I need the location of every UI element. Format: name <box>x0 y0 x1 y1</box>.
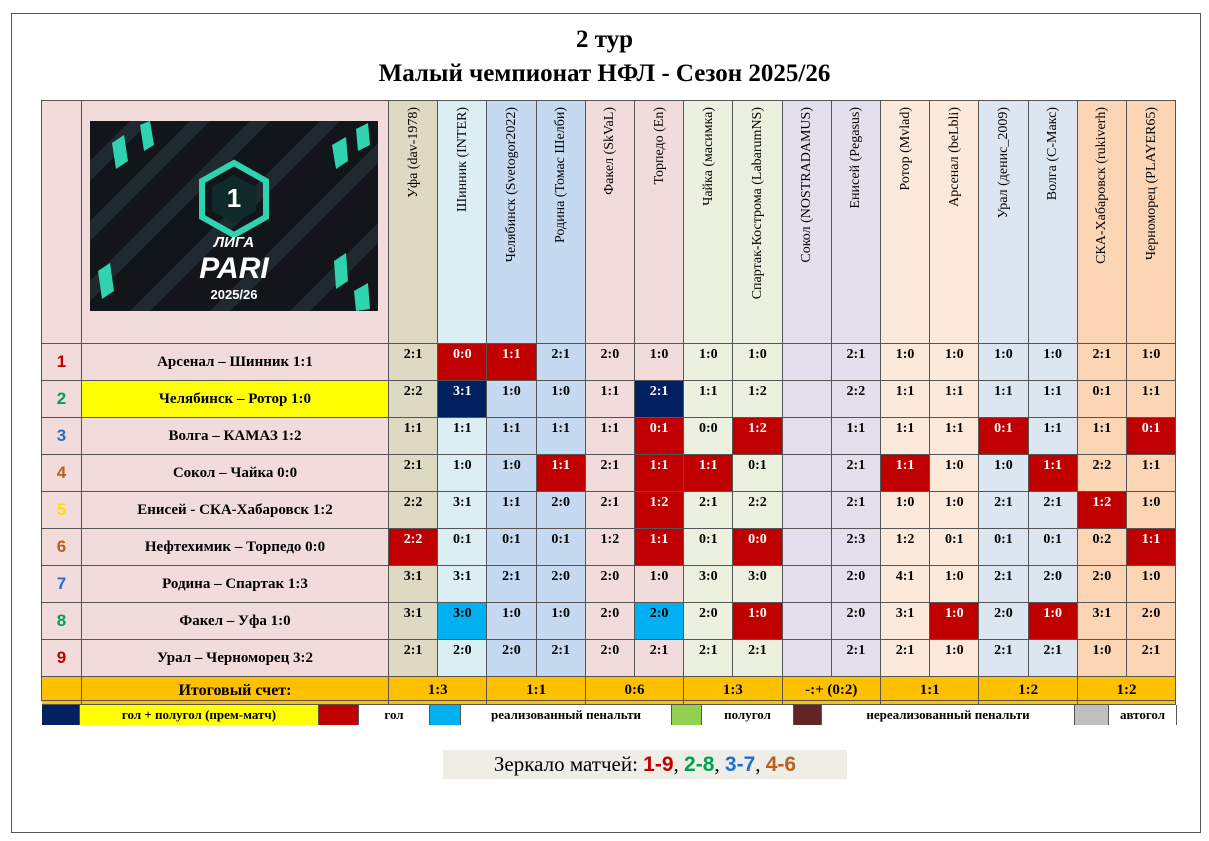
prediction-cell: 1:0 <box>438 455 487 492</box>
prediction-cell: 2:1 <box>389 455 438 492</box>
player-name: Черноморец (PLAYER65) <box>1143 107 1159 261</box>
prediction-cell: 1:0 <box>930 566 979 603</box>
prediction-cell: 1:0 <box>1029 603 1078 640</box>
prediction-cell <box>783 492 832 529</box>
player-header <box>487 101 536 344</box>
prediction-cell: 4:1 <box>881 566 930 603</box>
player-name: СКА-Хабаровск (rukiverh) <box>1094 107 1110 264</box>
match-number: 7 <box>42 566 82 603</box>
mirror-pair-1: 1-9 <box>643 752 674 776</box>
legend-swatch <box>42 705 80 725</box>
prediction-cell: 2:2 <box>733 492 782 529</box>
prediction-cell: 2:0 <box>586 603 635 640</box>
prediction-cell <box>783 418 832 455</box>
prediction-cell: 1:2 <box>1078 492 1127 529</box>
prediction-cell: 2:1 <box>979 566 1028 603</box>
player-name: Арсенал (beLbli) <box>946 107 962 207</box>
prediction-cell: 1:1 <box>881 455 930 492</box>
prediction-cell: 1:0 <box>487 603 536 640</box>
player-name: Уфа (dav-1978) <box>405 107 421 198</box>
prediction-cell: 2:0 <box>684 603 733 640</box>
match-label: Енисей - СКА-Хабаровск 1:2 <box>82 492 389 529</box>
prediction-cell <box>783 529 832 566</box>
match-number: 5 <box>42 492 82 529</box>
player-header <box>979 101 1028 344</box>
prediction-cell: 2:0 <box>635 603 684 640</box>
prediction-cell: 2:1 <box>979 640 1028 677</box>
player-header <box>832 101 881 344</box>
player-name: Сокол (NOSTRADAMUS) <box>799 107 815 263</box>
prediction-cell: 1:0 <box>635 566 684 603</box>
prediction-cell: 2:1 <box>1029 640 1078 677</box>
legend-text: автогол <box>1109 705 1177 725</box>
match-number: 6 <box>42 529 82 566</box>
prediction-cell: 2:0 <box>586 640 635 677</box>
prediction-cell: 1:1 <box>684 455 733 492</box>
legend-swatch <box>672 705 702 725</box>
player-header <box>537 101 586 344</box>
logo-line1: ЛИГА <box>213 234 255 251</box>
prediction-cell: 1:0 <box>487 381 536 418</box>
prediction-cell: 1:2 <box>881 529 930 566</box>
round-title: 2 тур <box>575 26 634 53</box>
match-label: Арсенал – Шинник 1:1 <box>82 344 389 381</box>
player-name: Урал (денис_2009) <box>995 107 1011 219</box>
prediction-cell: 2:0 <box>537 566 586 603</box>
player-header <box>930 101 979 344</box>
match-label: Сокол – Чайка 0:0 <box>82 455 389 492</box>
player-header <box>1029 101 1078 344</box>
prediction-cell: 1:1 <box>586 418 635 455</box>
player-name: Родина (Томас Шелби) <box>553 107 569 244</box>
prediction-cell: 1:0 <box>1127 344 1176 381</box>
prediction-cell: 1:1 <box>1029 418 1078 455</box>
legend-swatch <box>794 705 822 725</box>
player-name: Спартак-Кострома (LabarumNS) <box>749 107 765 300</box>
prediction-cell: 2:0 <box>537 492 586 529</box>
mirror-sep: , <box>714 752 720 776</box>
prediction-cell: 1:1 <box>881 381 930 418</box>
prediction-cell: 1:2 <box>733 418 782 455</box>
total-score: 1:3 <box>389 677 487 705</box>
player-header <box>684 101 733 344</box>
prediction-cell: 1:1 <box>684 381 733 418</box>
prediction-cell: 0:0 <box>684 418 733 455</box>
prediction-cell: 2:1 <box>1029 492 1078 529</box>
prediction-cell: 1:0 <box>881 344 930 381</box>
prediction-cell: 0:0 <box>733 529 782 566</box>
legend-text: реализованный пенальти <box>461 705 672 725</box>
championship-title: Малый чемпионат НФЛ - Сезон 2025/26 <box>378 60 831 87</box>
logo-line2: PARI <box>199 252 269 285</box>
liga-pari-logo <box>90 121 378 311</box>
prediction-cell: 0:1 <box>1078 381 1127 418</box>
prediction-cell: 1:1 <box>635 529 684 566</box>
prediction-cell: 1:1 <box>635 455 684 492</box>
prediction-cell: 2:1 <box>832 492 881 529</box>
match-number: 3 <box>42 418 82 455</box>
prediction-cell: 1:0 <box>537 603 586 640</box>
prediction-cell: 0:1 <box>684 529 733 566</box>
prediction-cell: 1:1 <box>537 455 586 492</box>
player-name: Шинник (INTER) <box>454 107 470 212</box>
match-number: 8 <box>42 603 82 640</box>
prediction-cell: 2:1 <box>537 640 586 677</box>
prediction-cell: 1:1 <box>1029 381 1078 418</box>
prediction-cell: 2:0 <box>1029 566 1078 603</box>
player-name: Факел (SkVaL) <box>602 107 618 195</box>
prediction-cell: 2:1 <box>487 566 536 603</box>
mirror-sep: , <box>755 752 761 776</box>
prediction-cell <box>783 344 832 381</box>
player-name: Чайка (масимка) <box>700 107 716 206</box>
prediction-cell: 2:1 <box>832 455 881 492</box>
total-score: 1:1 <box>487 677 585 705</box>
prediction-cell: 1:0 <box>487 455 536 492</box>
prediction-cell: 1:0 <box>684 344 733 381</box>
prediction-cell: 1:1 <box>1127 529 1176 566</box>
legend-text: гол + полугол (прем-матч) <box>80 705 319 725</box>
prediction-cell: 1:0 <box>537 381 586 418</box>
prediction-cell: 3:1 <box>438 566 487 603</box>
player-header <box>733 101 782 344</box>
prediction-cell: 2:1 <box>635 640 684 677</box>
prediction-cell: 0:1 <box>487 529 536 566</box>
prediction-cell: 2:2 <box>389 381 438 418</box>
prediction-cell: 2:1 <box>635 381 684 418</box>
player-header <box>1078 101 1127 344</box>
prediction-cell: 2:1 <box>586 455 635 492</box>
mirror-sep: , <box>673 752 679 776</box>
prediction-cell: 1:1 <box>832 418 881 455</box>
player-name: Ротор (Mvlad) <box>897 107 913 191</box>
prediction-cell: 0:1 <box>930 529 979 566</box>
prediction-cell: 3:1 <box>389 603 438 640</box>
legend-swatch <box>430 705 461 725</box>
prediction-cell: 2:0 <box>586 344 635 381</box>
prediction-cell: 1:1 <box>979 381 1028 418</box>
prediction-cell: 3:1 <box>438 381 487 418</box>
prediction-cell: 2:1 <box>537 344 586 381</box>
prediction-cell: 2:0 <box>1078 566 1127 603</box>
prediction-cell: 1:2 <box>733 381 782 418</box>
prediction-cell: 1:0 <box>979 455 1028 492</box>
match-label: Факел – Уфа 1:0 <box>82 603 389 640</box>
prediction-cell: 1:1 <box>537 418 586 455</box>
legend-swatch <box>1075 705 1109 725</box>
prediction-cell: 1:1 <box>1029 455 1078 492</box>
player-header <box>438 101 487 344</box>
prediction-cell: 2:0 <box>438 640 487 677</box>
match-number: 4 <box>42 455 82 492</box>
prediction-cell <box>783 455 832 492</box>
player-name: Волга (С-Макс) <box>1045 107 1061 201</box>
match-label: Челябинск – Ротор 1:0 <box>82 381 389 418</box>
prediction-cell: 1:1 <box>1127 381 1176 418</box>
prediction-cell: 1:0 <box>881 492 930 529</box>
legend-text: полугол <box>702 705 794 725</box>
prediction-cell <box>783 603 832 640</box>
match-label: Родина – Спартак 1:3 <box>82 566 389 603</box>
match-label: Волга – КАМАЗ 1:2 <box>82 418 389 455</box>
prediction-cell: 2:1 <box>832 344 881 381</box>
player-header <box>635 101 684 344</box>
player-header <box>783 101 832 344</box>
prediction-cell: 2:0 <box>832 566 881 603</box>
total-score: 0:6 <box>586 677 684 705</box>
prediction-cell: 3:0 <box>684 566 733 603</box>
prediction-cell: 1:1 <box>881 418 930 455</box>
prediction-cell: 2:1 <box>586 492 635 529</box>
prediction-cell: 1:1 <box>1078 418 1127 455</box>
prediction-cell: 3:1 <box>1078 603 1127 640</box>
prediction-cell: 2:1 <box>684 640 733 677</box>
mirror-pair-2: 2-8 <box>684 752 715 776</box>
prediction-cell: 2:0 <box>586 566 635 603</box>
prediction-cell: 1:1 <box>586 381 635 418</box>
prediction-cell: 0:1 <box>635 418 684 455</box>
prediction-cell: 1:0 <box>930 603 979 640</box>
prediction-cell: 2:0 <box>487 640 536 677</box>
prediction-cell: 2:1 <box>1078 344 1127 381</box>
prediction-cell: 1:1 <box>487 418 536 455</box>
prediction-cell: 1:0 <box>1078 640 1127 677</box>
prediction-cell: 1:0 <box>733 603 782 640</box>
prediction-cell: 3:0 <box>438 603 487 640</box>
prediction-cell: 2:2 <box>389 529 438 566</box>
mirror-pair-4: 4-6 <box>765 752 797 776</box>
prediction-cell: 0:1 <box>979 418 1028 455</box>
prediction-cell: 1:0 <box>635 344 684 381</box>
total-num-cell <box>42 677 82 705</box>
header-num-cell <box>42 101 82 344</box>
logo-badge-number: 1 <box>226 183 242 213</box>
prediction-cell: 1:1 <box>930 381 979 418</box>
prediction-cell: 3:1 <box>881 603 930 640</box>
prediction-cell: 1:1 <box>389 418 438 455</box>
player-name: Челябинск (Svetogor2022) <box>503 107 519 263</box>
legend-text: гол <box>359 705 430 725</box>
prediction-cell <box>783 381 832 418</box>
player-name: Торпедо (En) <box>651 107 667 185</box>
prediction-cell: 3:0 <box>733 566 782 603</box>
prediction-cell: 2:1 <box>979 492 1028 529</box>
prediction-cell: 0:1 <box>537 529 586 566</box>
match-label: Урал – Черноморец 3:2 <box>82 640 389 677</box>
mirror-label: Зеркало матчей: <box>493 752 638 776</box>
prediction-cell: 1:0 <box>1127 566 1176 603</box>
prediction-cell: 1:2 <box>586 529 635 566</box>
total-score: -:+ (0:2) <box>783 677 881 705</box>
prediction-cell: 2:1 <box>881 640 930 677</box>
player-header <box>586 101 635 344</box>
total-score: 1:2 <box>1078 677 1176 705</box>
prediction-cell: 2:1 <box>389 640 438 677</box>
prediction-cell: 2:1 <box>389 344 438 381</box>
prediction-cell: 1:0 <box>979 344 1028 381</box>
prediction-cell: 0:1 <box>733 455 782 492</box>
prediction-cell: 2:2 <box>1078 455 1127 492</box>
player-name: Енисей (Pegasus) <box>848 107 864 209</box>
prediction-cell: 1:0 <box>930 640 979 677</box>
prediction-cell: 1:0 <box>930 344 979 381</box>
prediction-cell: 1:1 <box>487 344 536 381</box>
prediction-cell: 1:0 <box>1029 344 1078 381</box>
prediction-cell <box>783 640 832 677</box>
prediction-cell: 1:0 <box>733 344 782 381</box>
mirror-pair-3: 3-7 <box>724 752 756 776</box>
prediction-cell: 2:1 <box>1127 640 1176 677</box>
prediction-cell: 0:1 <box>1127 418 1176 455</box>
logo-line3: 2025/26 <box>210 287 258 302</box>
prediction-cell: 2:0 <box>832 603 881 640</box>
prediction-cell: 2:2 <box>832 381 881 418</box>
match-label: Нефтехимик – Торпедо 0:0 <box>82 529 389 566</box>
logo-graphic <box>90 121 378 311</box>
prediction-cell: 2:0 <box>979 603 1028 640</box>
legend-swatch <box>319 705 359 725</box>
total-label: Итоговый счет: <box>82 677 389 705</box>
total-score: 1:1 <box>881 677 979 705</box>
total-score: 1:3 <box>684 677 782 705</box>
total-score: 1:2 <box>979 677 1077 705</box>
prediction-cell: 1:1 <box>438 418 487 455</box>
prediction-cell <box>783 566 832 603</box>
prediction-cell: 1:2 <box>635 492 684 529</box>
prediction-cell: 0:1 <box>1029 529 1078 566</box>
prediction-cell: 0:2 <box>1078 529 1127 566</box>
prediction-cell: 1:1 <box>1127 455 1176 492</box>
match-number: 2 <box>42 381 82 418</box>
prediction-cell: 0:1 <box>979 529 1028 566</box>
player-header <box>389 101 438 344</box>
player-header <box>1127 101 1176 344</box>
prediction-cell: 2:3 <box>832 529 881 566</box>
prediction-cell: 1:0 <box>930 455 979 492</box>
mirror-matches <box>443 750 847 779</box>
player-header <box>881 101 930 344</box>
prediction-cell: 3:1 <box>389 566 438 603</box>
prediction-cell: 1:0 <box>930 492 979 529</box>
prediction-cell: 2:1 <box>832 640 881 677</box>
match-number: 1 <box>42 344 82 381</box>
prediction-cell: 2:1 <box>733 640 782 677</box>
match-number: 9 <box>42 640 82 677</box>
prediction-cell: 1:1 <box>930 418 979 455</box>
legend-text: нереализованный пенальти <box>822 705 1075 725</box>
prediction-cell: 2:1 <box>684 492 733 529</box>
prediction-cell: 3:1 <box>438 492 487 529</box>
prediction-cell: 1:0 <box>1127 492 1176 529</box>
prediction-cell: 1:1 <box>487 492 536 529</box>
prediction-cell: 2:2 <box>389 492 438 529</box>
prediction-cell: 2:0 <box>1127 603 1176 640</box>
prediction-cell: 0:0 <box>438 344 487 381</box>
prediction-cell: 0:1 <box>438 529 487 566</box>
